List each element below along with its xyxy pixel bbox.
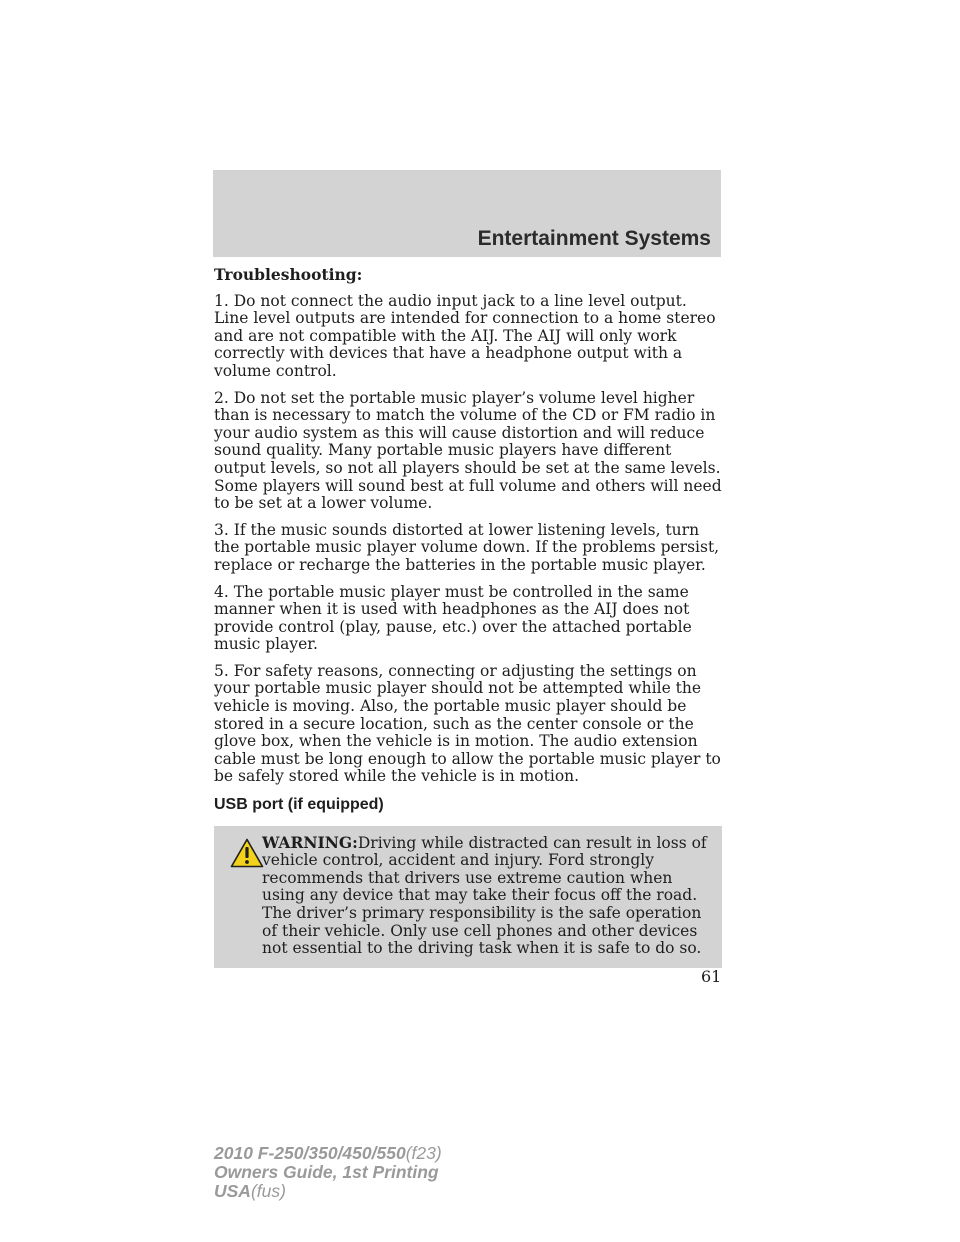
troubleshooting-heading: Troubleshooting:	[214, 265, 363, 284]
page-content	[214, 266, 722, 968]
footer-model-line	[214, 1144, 442, 1163]
troubleshooting-item-4: 4. The portable music player must be controlled in the same manner when it is used with headphones as the AIJ does not provide control (play, pause, etc.) over the attached portable music player.	[214, 582, 692, 654]
section-title: Entertainment Systems	[477, 227, 711, 250]
section-header-band	[213, 170, 721, 257]
page-number: 61	[701, 967, 722, 986]
troubleshooting-item-5: 5. For safety reasons, connecting or adjusting the settings on your portable music player should not be attempted while the vehicle is moving. Also, the portable music player should be stored in a secure location, such as the center console or the glove box, when the vehicle is in motion. The audio extension cable must be long enough to allow the portable music player to be safely stored while the vehicle is in motion.	[214, 661, 721, 786]
warning-label: WARNING:	[262, 832, 358, 852]
footer-market-line	[214, 1182, 442, 1201]
footer-model-code: (f23)	[405, 1143, 442, 1163]
troubleshooting-item-2: 2. Do not set the portable music player’s volume level higher than is necessary to match the volume of the CD or FM radio in your audio system as this will cause distortion and will reduce sound quality. Many portable music players have different output levels, so not all players should be set at the same levels. Some players will sound best at full volume and others will need to be set at a lower volume.	[214, 388, 722, 513]
warning-triangle-icon	[230, 838, 264, 868]
document-footer	[214, 1144, 442, 1201]
troubleshooting-item-3: 3. If the music sounds distorted at lower listening levels, turn the portable music player volume down. If the problems persist, replace or recharge the batteries in the portable music player.	[214, 520, 720, 574]
troubleshooting-item-1: 1. Do not connect the audio input jack to a line level output. Line level outputs are intended for connection to a home stereo and are not compatible with the AIJ. The AIJ will only work correctly with devices that have a headphone output with a volume control.	[214, 291, 716, 380]
usb-port-heading: USB port (if equipped)	[214, 796, 384, 814]
footer-market: USA	[214, 1181, 251, 1201]
footer-model: 2010 F-250/350/450/550	[214, 1143, 406, 1163]
footer-market-code: (fus)	[250, 1181, 286, 1201]
warning-text: Driving while distracted can result in loss of vehicle control, accident and injury. Ford strongly recommends that drivers use extreme caution when using any device that may take their focus off the road. The driver’s primary responsibility is the safe operation of their vehicle. Only use cell phones and other devices not essential to the driving task when it is safe to do so.	[262, 833, 707, 958]
footer-guide: Owners Guide, 1st Printing	[214, 1162, 439, 1182]
warning-paragraph	[217, 834, 712, 958]
warning-box	[214, 826, 722, 968]
